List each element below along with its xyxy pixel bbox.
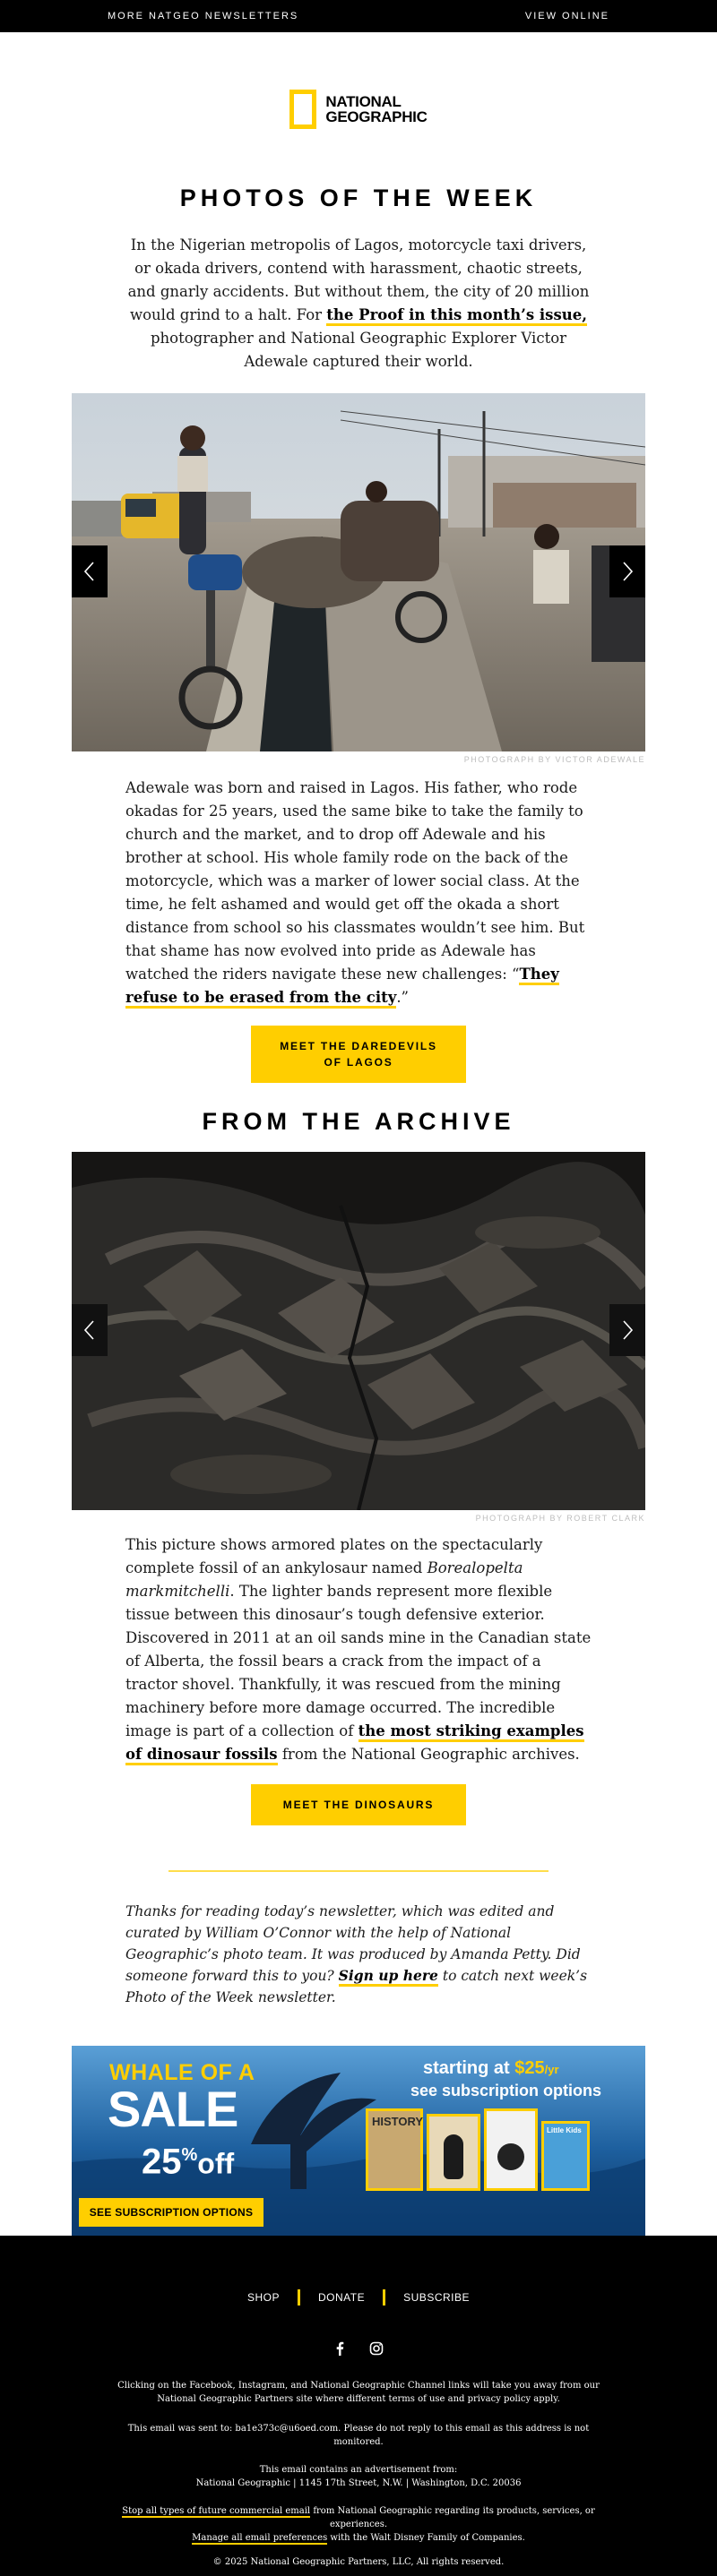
magazine-cover-little-kids: Little Kids (541, 2121, 590, 2191)
footer (0, 2236, 717, 2576)
chevron-right-icon (620, 1319, 635, 1341)
chevron-right-icon (620, 561, 635, 582)
refuse-erased-link[interactable]: They refuse to be erased from the city (125, 966, 559, 1009)
adewale-paragraph: Adewale was born and raised in Lagos. His father, who rode okadas for 25 years, used the same bike to take the family to church and the market, and to drop off Adewale and his brother at school. His whole family rode on the back of the motorcycle, which was a marker of lower social class. At the time, he felt ashamed and would get off the okada a short distance from school so his classmates wouldn’t see him. But that shame has now evolved into pride as Adewale has watched the riders navigate these new challenges: “They refuse to be erased from the city.” (125, 777, 592, 1009)
chevron-left-icon (82, 1319, 97, 1341)
footer-sent-to: This email was sent to: ba1e373c@u6oed.com. Please do not reply to this email as this address is not monitored. (127, 2424, 590, 2447)
more-newsletters-link[interactable]: MORE NATGEO NEWSLETTERS (108, 11, 299, 21)
footer-ad-line: This email contains an advertisement from: (259, 2465, 458, 2475)
sign-up-link[interactable]: Sign up here (339, 1967, 438, 1987)
footer-disclaimer: Clicking on the Facebook, Instagram, and National Geographic Channel links will take you away from our National Geographic Partners site where different terms of use and privacy policy apply. (117, 2381, 600, 2404)
animal-icon (497, 2143, 524, 2170)
chevron-left-icon (82, 561, 97, 582)
footer-manage-prefs: Manage all email preferences with the Walt Disney Family of Companies. (192, 2533, 525, 2543)
magazine-cover-history: HISTORY (366, 2108, 423, 2191)
footer-shop-link[interactable]: SHOP (247, 2291, 281, 2304)
see-subscription-options-button[interactable]: SEE SUBSCRIPTION OPTIONS (79, 2198, 263, 2227)
facebook-icon[interactable] (333, 2341, 346, 2356)
fossil-armor-image (72, 1152, 645, 1510)
section-divider (168, 1870, 549, 1872)
instagram-icon[interactable] (369, 2341, 384, 2356)
logo-yellow-border-icon (289, 90, 316, 129)
manage-preferences-link[interactable]: Manage all email preferences (192, 2533, 328, 2543)
ankylosaur-fossil-photo (72, 1152, 645, 1510)
footer-address: National Geographic | 1145 17th Street, N.W. | Washington, D.C. 20036 (195, 2478, 522, 2488)
from-the-archive-heading: FROM THE ARCHIVE (202, 1108, 515, 1135)
social-links (0, 2341, 717, 2356)
footer-copyright: © 2025 National Geographic Partners, LLC, All rights reserved. (212, 2557, 505, 2567)
proof-issue-link[interactable]: the Proof in this month’s issue, (326, 306, 587, 326)
ankylosaur-paragraph: This picture shows armored plates on the spectacularly complete fossil of an ankylosaur named Borealopelta markmitchelli. The lighter bands represent more flexible tissue between this dinosaur’s tough defensive exterior. Discovered in 2011 at an oil sands mine in the Canadian state of Alberta, the fossil bears a crack from the impact of a tractor shovel. Thankfully, it was rescued from the mining machinery before more damage occurred. The incredible image is part of a collection of the most striking examples of dinosaur fossils from the National Geographic archives. (125, 1533, 592, 1766)
promo-sale-text: SALE (108, 2081, 238, 2137)
meet-daredevils-button[interactable]: MEET THE DAREDEVILS OF LAGOS (251, 1026, 466, 1083)
footer-donate-link[interactable]: DONATE (318, 2291, 366, 2304)
lagos-street-scene-image (72, 393, 645, 751)
subscription-promo-banner[interactable] (72, 2046, 645, 2236)
promo-see-options-text: see subscription options (410, 2082, 602, 2099)
view-online-link[interactable]: VIEW ONLINE (524, 11, 609, 21)
dinosaur-fossils-link[interactable]: the most striking examples of dinosaur fossils (125, 1722, 584, 1765)
archive-prev-button[interactable] (72, 1304, 108, 1356)
photo-credit: PHOTOGRAPH BY VICTOR ADEWALE (463, 755, 645, 764)
photos-of-the-week-heading: PHOTOS OF THE WEEK (179, 185, 538, 211)
penguin-icon (444, 2134, 463, 2179)
magazine-cover-animals (484, 2108, 538, 2191)
promo-whale-text: WHALE OF A (109, 2060, 255, 2085)
promo-starting-at: starting at $25/yr (423, 2058, 559, 2078)
lagos-okada-photo (72, 393, 645, 751)
top-bar (0, 0, 717, 32)
stop-email-link[interactable]: Stop all types of future commercial email (122, 2506, 311, 2516)
intro-paragraph: In the Nigerian metropolis of Lagos, motorcycle taxi drivers, or okada drivers, contend with harassment, chaotic streets, and gnarly accidents. But without them, the city of 20 million would grind to a halt. For the Proof in this month’s issue, photographer and National Geographic Explorer Victor Adewale captured their world. (127, 236, 590, 370)
photo-prev-button[interactable] (72, 545, 108, 597)
logo-line-1: NATIONAL (325, 93, 402, 110)
logo-line-2: GEOGRAPHIC (325, 108, 428, 125)
thanks-paragraph: Thanks for reading today’s newsletter, which was edited and curated by William O’Connor with the help of National Geographic’s photo team. It was produced by Amanda Petty. Did someone forward this to you? Sign up here to catch next week’s Photo of the Week newsletter. (125, 1903, 588, 2005)
footer-stop-email: Stop all types of future commercial email from National Geographic regarding its products, services, or experiences. (122, 2506, 595, 2529)
photo-next-button[interactable] (609, 545, 645, 597)
footer-subscribe-link[interactable]: SUBSCRIBE (403, 2291, 470, 2304)
footer-nav (0, 2236, 717, 2306)
archive-photo-credit: PHOTOGRAPH BY ROBERT CLARK (475, 1514, 645, 1523)
magazine-cover-penguin (427, 2114, 480, 2191)
meet-dinosaurs-button[interactable]: MEET THE DINOSAURS (251, 1784, 466, 1825)
promo-discount: 25%off (142, 2142, 235, 2182)
natgeo-logo[interactable] (0, 68, 717, 150)
archive-next-button[interactable] (609, 1304, 645, 1356)
